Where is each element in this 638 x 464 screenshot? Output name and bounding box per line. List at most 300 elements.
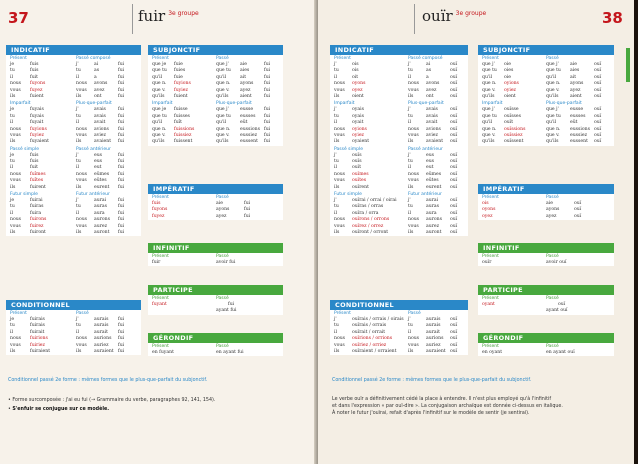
pronoun: qu'il	[216, 120, 227, 126]
auxiliary: auras	[426, 204, 439, 210]
pronoun: ils	[334, 229, 340, 235]
participle: ouï	[450, 159, 458, 165]
participle: fui	[264, 126, 271, 132]
participle: fui	[264, 139, 271, 145]
verb-form: fuyait	[30, 120, 44, 126]
section-title: IMPÉRATIF	[148, 184, 283, 194]
participle: ouï	[450, 132, 458, 138]
pronoun: que n.	[152, 81, 167, 87]
auxiliary: eusse	[570, 107, 584, 113]
auxiliary: auraient	[426, 348, 446, 354]
cell: ayant ouï	[546, 308, 568, 314]
bullet-1: • Forme surcomposée : j'ai eu fui (→ Grammaire du verbe, paragraphes 92, 141, 154).	[8, 398, 216, 403]
pronoun: il	[76, 329, 79, 335]
conjugation-row	[478, 139, 614, 145]
conjugation-row	[148, 139, 283, 145]
participle: fui	[118, 87, 125, 93]
infinitif-table	[478, 253, 614, 266]
left-page	[0, 0, 318, 464]
verb-form: oyiez	[352, 132, 364, 138]
pronoun: vous	[408, 223, 419, 229]
pronoun: nous	[10, 126, 22, 132]
tense-label: Présent	[482, 56, 499, 61]
tense-labels	[330, 146, 468, 153]
verb-form: fuîmes	[30, 171, 46, 177]
verb-form: ouïs	[352, 159, 362, 165]
pronoun: que tu	[216, 68, 231, 74]
auxiliary: ait	[570, 74, 577, 80]
participle: fui	[244, 201, 251, 206]
pronoun: nous	[10, 336, 22, 342]
participle: ouï	[450, 217, 458, 223]
pronoun: vous	[10, 87, 21, 93]
tense-label: Imparfait	[482, 101, 503, 107]
participle: ouï	[450, 323, 458, 329]
pronoun: j'	[408, 107, 411, 113]
pronoun: tu	[10, 323, 15, 329]
verb-form: ouïrions / orrions	[352, 336, 393, 342]
auxiliary: eus	[94, 159, 103, 165]
verb-form: fuît	[174, 120, 182, 126]
participle: fui	[118, 93, 125, 99]
pronoun: vous	[76, 342, 87, 348]
pronoun: ils	[76, 348, 82, 354]
auxiliary: aurais	[94, 323, 109, 329]
auxiliary: as	[94, 68, 100, 74]
auxiliary: aurons	[94, 217, 110, 223]
pronoun: vous	[76, 132, 87, 138]
pronoun: tu	[10, 159, 15, 165]
section-title: CONDITIONNEL	[6, 300, 141, 310]
pronoun: que v.	[546, 87, 560, 93]
participe-row	[148, 308, 283, 314]
verb-form: ois	[352, 62, 359, 67]
tense-labels	[330, 55, 468, 62]
tense-label: Passé antérieur	[408, 146, 443, 152]
verb-form: oyais	[352, 113, 364, 119]
verb-form: fuis	[152, 201, 161, 206]
pronoun: que v.	[482, 132, 496, 138]
pronoun: tu	[10, 68, 15, 74]
participle: fui	[118, 204, 125, 210]
cell: avoir ouï	[546, 260, 567, 265]
tense-label: Passé composé	[408, 56, 443, 61]
gerondif-section	[148, 333, 283, 356]
pronoun: j'	[408, 62, 411, 67]
pronoun: il	[408, 329, 411, 335]
pronoun: qu'il	[152, 74, 163, 80]
pronoun: vous	[76, 178, 87, 184]
pronoun: nous	[408, 126, 420, 132]
gerondif-row	[478, 350, 614, 356]
pronoun: tu	[76, 159, 81, 165]
pronoun: j'	[334, 62, 337, 67]
participle: ouï	[594, 87, 602, 93]
infinitif-table	[148, 253, 283, 266]
conjugation-row	[148, 214, 283, 220]
pronoun: il	[76, 74, 79, 80]
auxiliary: avais	[94, 107, 106, 113]
verb-form: fuyons	[30, 81, 46, 87]
auxiliary: ayons	[216, 207, 230, 213]
tense-label: Passé composé	[76, 56, 111, 61]
pronoun: tu	[334, 323, 339, 329]
auxiliary: eût	[240, 120, 248, 126]
participle: fui	[118, 171, 125, 177]
auxiliary: ai	[94, 62, 99, 67]
participle: fui	[264, 81, 271, 87]
participle: fui	[118, 159, 125, 165]
verb-form: fuiriez	[30, 342, 45, 348]
auxiliary: avais	[426, 107, 438, 113]
auxiliary: eûmes	[94, 171, 110, 177]
participle: ouï	[450, 184, 458, 190]
tense-label: Passé simple	[10, 146, 40, 152]
pronoun: ils	[334, 348, 340, 354]
conjugation-row	[478, 214, 614, 220]
verb-form: oyez	[352, 87, 363, 93]
pronoun: vous	[334, 87, 345, 93]
verb-name: fuir	[138, 7, 166, 25]
sub-label: Passé	[546, 344, 559, 349]
pronoun: tu	[408, 159, 413, 165]
pronoun: vous	[334, 178, 345, 184]
verb-form: ouïraient / orraient	[352, 348, 397, 354]
tense-label: Présent	[152, 195, 169, 200]
verb-form: ouïrais / orrais / oirais	[352, 317, 404, 322]
pronoun: ils	[10, 229, 16, 235]
tense-label: Passé	[546, 56, 559, 61]
auxiliary: ai	[426, 62, 431, 67]
participle: ouï	[594, 93, 602, 99]
pronoun: que n.	[482, 81, 497, 87]
verb-form: oyons	[352, 81, 366, 87]
imperatif-table	[478, 194, 614, 220]
cell: en ayant fui	[216, 350, 244, 355]
pronoun: vous	[408, 87, 419, 93]
pronoun: que tu	[546, 68, 561, 74]
verb-form: oyions	[504, 81, 519, 87]
participle: fui	[118, 223, 125, 229]
pronoun: qu'ils	[546, 139, 559, 145]
participle: ouï	[450, 107, 458, 113]
pronoun: ils	[334, 184, 340, 190]
auxiliary: auras	[94, 204, 107, 210]
cell: fui	[228, 302, 235, 307]
pronoun: que tu	[152, 113, 167, 119]
pronoun: ils	[408, 139, 414, 145]
participle: fui	[118, 132, 125, 138]
verb-form: fuisses	[174, 113, 190, 119]
pronoun: tu	[408, 323, 413, 329]
tense-label: Présent	[10, 311, 27, 316]
conjugation-row	[330, 230, 468, 236]
participle: fui	[244, 213, 251, 219]
bullet-text: S'enfuir se conjugue sur ce modèle.	[12, 407, 110, 412]
verb-form: fuirait	[30, 329, 45, 335]
participle: fui	[264, 107, 271, 113]
verb-form: fuisse	[174, 107, 188, 113]
pronoun: qu'il	[152, 120, 163, 126]
verb-form: fuis	[30, 62, 39, 67]
verb-form: fuyiez	[30, 132, 44, 138]
participle: ouï	[450, 204, 458, 210]
pronoun: qu'ils	[482, 93, 495, 99]
auxiliary: auront	[94, 229, 110, 235]
participle: ouï	[450, 93, 458, 99]
auxiliary: avaient	[426, 139, 444, 145]
pronoun: il	[10, 120, 13, 126]
pronoun: tu	[408, 68, 413, 74]
indicatif-table	[330, 55, 468, 236]
tense-label: Imparfait	[334, 101, 355, 107]
pronoun: tu	[76, 113, 81, 119]
participle: fui	[118, 81, 125, 87]
auxiliary: avons	[426, 81, 440, 87]
pronoun: qu'ils	[546, 93, 559, 99]
auxiliary: eussiez	[570, 132, 588, 138]
auxiliary: aurais	[94, 317, 109, 322]
auxiliary: eus	[426, 159, 435, 165]
pronoun: que n.	[546, 81, 561, 87]
conjugation-row	[6, 349, 141, 355]
verb-form: ouïras / orras	[352, 204, 384, 210]
sub-label: Passé	[546, 254, 559, 259]
participle: fui	[118, 329, 125, 335]
participle: ouï	[450, 229, 458, 235]
verb-form: fuyons	[152, 207, 168, 213]
auxiliary: eussions	[240, 126, 260, 132]
participe-section	[478, 285, 614, 315]
pronoun: nous	[408, 171, 420, 177]
verb-form: oyiez	[504, 87, 516, 93]
auxiliary: auront	[426, 229, 442, 235]
pronoun: vous	[10, 223, 21, 229]
tense-labels	[6, 55, 141, 62]
participle: ouï	[594, 139, 602, 145]
pronoun: il	[334, 329, 337, 335]
infinitif-section	[478, 243, 614, 266]
participle: ouï	[574, 207, 582, 213]
participle: fui	[118, 113, 125, 119]
participle: fui	[118, 62, 125, 67]
participle: fui	[118, 217, 125, 223]
auxiliary: auriez	[94, 342, 109, 348]
pronoun: ils	[76, 229, 82, 235]
page-edge	[634, 0, 638, 464]
pronoun: que v.	[216, 87, 230, 93]
pronoun: que tu	[546, 113, 561, 119]
participle: fui	[118, 323, 125, 329]
auxiliary: eut	[94, 165, 102, 171]
pronoun: j'	[76, 317, 79, 322]
verb-form: ouïra / orra	[352, 210, 379, 216]
pronoun: tu	[76, 204, 81, 210]
auxiliary: ayez	[546, 213, 557, 219]
pronoun: j'	[76, 198, 79, 204]
footnote: Conditionnel passé 2e forme : mêmes formes que le plus-que-parfait du subjonctif.	[8, 378, 208, 383]
verb-form: ouïssions	[504, 126, 526, 132]
participle: ouï	[574, 213, 582, 219]
pronoun: ils	[408, 93, 414, 99]
pronoun: que tu	[482, 113, 497, 119]
tense-label: Futur antérieur	[408, 192, 442, 198]
pronoun: ils	[408, 229, 414, 235]
participle: ouï	[450, 81, 458, 87]
auxiliary: eurent	[94, 184, 110, 190]
section-title: SUBJONCTIF	[478, 45, 614, 55]
pronoun: que j'	[482, 107, 495, 113]
pronoun: il	[76, 165, 79, 171]
tense-label: Plus-que-parfait	[76, 101, 112, 107]
pronoun: j'	[76, 107, 79, 113]
tense-label: Plus-que-parfait	[408, 101, 444, 107]
pronoun: que j'	[546, 107, 559, 113]
participle: fui	[264, 120, 271, 126]
pronoun: ils	[76, 184, 82, 190]
pronoun: il	[10, 210, 13, 216]
pronoun: il	[76, 120, 79, 126]
verb-form: fuirions	[30, 336, 48, 342]
auxiliary: avez	[426, 87, 437, 93]
verb-form: fuyez	[30, 87, 43, 93]
tense-labels	[478, 55, 614, 62]
verb-form: oyaient	[352, 139, 370, 145]
section-title: INFINITIF	[478, 243, 614, 253]
auxiliary: aurais	[426, 317, 441, 322]
infinitif-section	[148, 243, 283, 266]
conditionnel-table	[6, 310, 141, 355]
participle: fui	[264, 93, 271, 99]
sub-label: Passé	[546, 296, 559, 301]
pronoun: il	[10, 165, 13, 171]
tense-labels	[148, 55, 283, 62]
participle: fui	[118, 317, 125, 322]
participle: ouï	[450, 62, 458, 67]
participle: ouï	[450, 171, 458, 177]
pronoun: vous	[408, 178, 419, 184]
tense-labels	[148, 194, 283, 201]
verb-form: fuirent	[30, 184, 46, 190]
cell: ouï	[558, 302, 566, 307]
participle: ouï	[594, 68, 602, 74]
right-page	[318, 0, 634, 464]
auxiliary: ont	[94, 93, 102, 99]
pronoun: tu	[10, 204, 15, 210]
pronoun: vous	[10, 132, 21, 138]
participle: ouï	[450, 210, 458, 216]
pronoun: nous	[334, 217, 346, 223]
pronoun: qu'ils	[216, 139, 229, 145]
verb-form: oit	[352, 74, 359, 80]
pronoun: que j'	[482, 62, 495, 67]
verb-form: fuissions	[174, 126, 195, 132]
verb-form: fuissent	[174, 139, 193, 145]
participle: ouï	[450, 317, 458, 322]
tense-label: Futur antérieur	[76, 192, 110, 198]
participle: ouï	[450, 87, 458, 93]
verb-form: ouïmes	[352, 171, 369, 177]
verb-form: fuira	[30, 210, 42, 216]
verb-form: fuirais	[30, 323, 45, 329]
participle: ouï	[594, 126, 602, 132]
auxiliary: aurai	[426, 198, 439, 204]
pronoun: que tu	[482, 68, 497, 74]
participle: ouï	[450, 113, 458, 119]
pronoun: nous	[334, 81, 346, 87]
page-number: 37	[8, 9, 29, 27]
pronoun: il	[334, 120, 337, 126]
auxiliary: aura	[426, 210, 437, 216]
pronoun: tu	[334, 204, 339, 210]
auxiliary: eûmes	[426, 171, 442, 177]
participle: ouï	[450, 342, 458, 348]
pronoun: qu'il	[216, 74, 227, 80]
participle: ouï	[450, 165, 458, 171]
participle: fui	[118, 139, 125, 145]
pronoun: que tu	[216, 113, 231, 119]
subjonctif-section	[478, 45, 614, 146]
pronoun: qu'ils	[482, 139, 495, 145]
section-title: INDICATIF	[330, 45, 468, 55]
pronoun: vous	[408, 342, 419, 348]
auxiliary: eussent	[240, 139, 258, 145]
usage-paragraph	[332, 396, 572, 417]
pronoun: ils	[334, 93, 340, 99]
thumb-tab	[626, 48, 630, 82]
auxiliary: aurait	[426, 329, 440, 335]
participle: fui	[264, 74, 271, 80]
pronoun: nous	[10, 81, 22, 87]
tense-label: Présent	[334, 56, 351, 61]
section-title: IMPÉRATIF	[478, 184, 614, 194]
participle: fui	[264, 113, 271, 119]
pronoun: j'	[408, 152, 411, 158]
participle: ouï	[594, 120, 602, 126]
pronoun: ils	[334, 139, 340, 145]
auxiliary: eurent	[426, 184, 442, 190]
sub-label: Présent	[482, 254, 499, 259]
auxiliary: aurons	[426, 217, 442, 223]
participle: fui	[264, 62, 271, 67]
auxiliary: eus	[94, 152, 103, 158]
page-number: 38	[602, 9, 623, 27]
participle: fui	[118, 184, 125, 190]
verb-form: fuis	[30, 152, 39, 158]
section-title: CONDITIONNEL	[330, 300, 468, 310]
tense-label: Présent	[10, 56, 27, 61]
pronoun: nous	[408, 81, 420, 87]
verb-form: fuyions	[30, 126, 47, 132]
participle: ouï	[450, 348, 458, 354]
auxiliary: aies	[570, 68, 580, 74]
participle: fui	[118, 198, 125, 204]
pronoun: que tu	[152, 68, 167, 74]
pronoun: que j'	[216, 107, 229, 113]
participle: ouï	[594, 74, 602, 80]
pronoun: nous	[408, 217, 420, 223]
sub-label: Présent	[482, 296, 499, 301]
auxiliary: ait	[240, 74, 247, 80]
pronoun: il	[408, 165, 411, 171]
pronoun: nous	[10, 217, 22, 223]
participle: ouï	[450, 329, 458, 335]
auxiliary: eût	[570, 120, 578, 126]
participle: fui	[118, 126, 125, 132]
verb-form: fuyions	[174, 81, 191, 87]
tense-label: Passé antérieur	[76, 146, 111, 152]
pronoun: nous	[334, 171, 346, 177]
